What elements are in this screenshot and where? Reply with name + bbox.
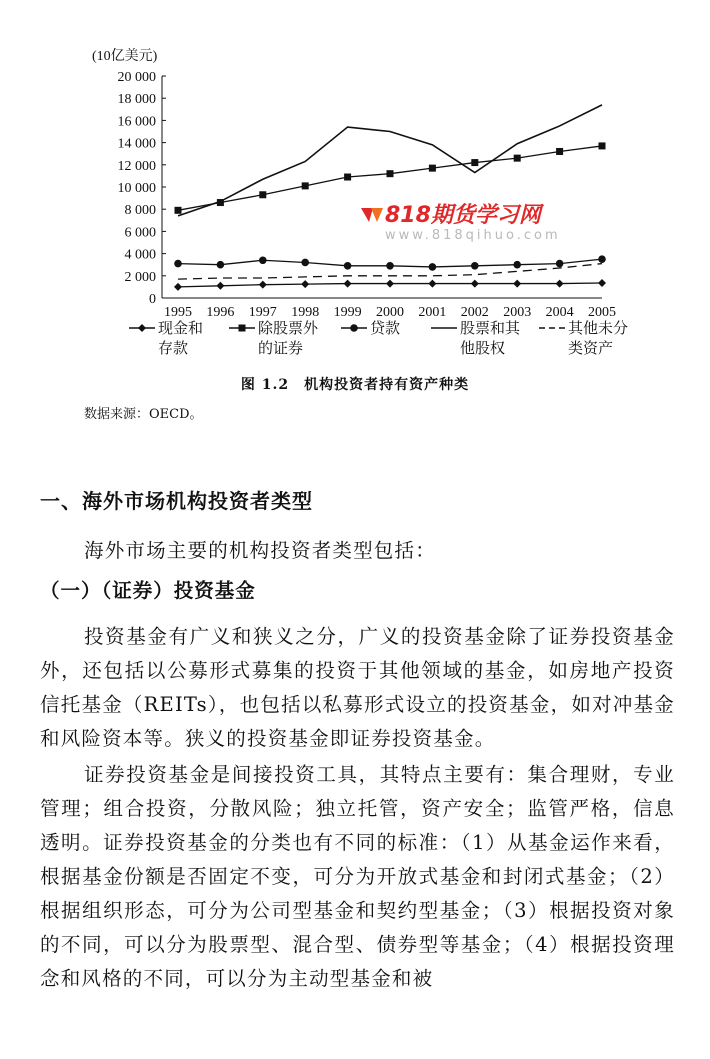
data-point-circle [471, 262, 479, 270]
data-point-circle [556, 260, 564, 268]
legend-item [340, 318, 400, 338]
data-point-circle [429, 263, 437, 271]
data-point-circle [386, 262, 394, 270]
data-point-circle [344, 262, 352, 270]
data-point-diamond [174, 283, 182, 291]
data-point-square [302, 182, 309, 189]
figure-caption: 图 1.2 机构投资者持有资产种类 [240, 377, 470, 393]
intro-paragraph: 海外市场主要的机构投资者类型包括： [84, 539, 436, 562]
data-point-square [599, 142, 606, 149]
data-point-circle [598, 255, 606, 263]
legend-symbol [538, 318, 568, 334]
legend-item [128, 318, 203, 358]
data-point-circle [350, 324, 358, 332]
y-tick-label: 2 000 [124, 269, 156, 285]
data-point-diamond [513, 280, 521, 288]
data-point-diamond [428, 280, 436, 288]
y-tick-label: 0 [149, 292, 156, 307]
legend-symbol [228, 318, 258, 334]
x-tick-label: 2000 [376, 305, 404, 320]
data-point-diamond [386, 280, 394, 288]
y-tick-label: 16 000 [117, 114, 156, 130]
legend-label: 现金和 存款 [158, 319, 204, 357]
data-point-square [387, 170, 394, 177]
data-point-square [514, 155, 521, 162]
y-tick-label: 20 000 [117, 70, 156, 85]
x-tick-label: 2005 [588, 305, 616, 320]
paragraph-2: 证券投资基金是间接投资工具，其特点主要有：集合理财，专业管理；组合投资，分散风险；独立托管，资产安全；监管严格，信息透明。证券投资基金的分类也有不同的标准：（1）从基金运作来看，根据基金份额是否固定不变，可分为开放式基金和封闭式基金；（2）根据组织形态，可分为公司型基金和契约型基金；（3）根据投资对象的不同，可以分为股票型、混合型、债券型等基金；（4）根据投资理念和风格的不同，可以分为主动型基金和被 [40, 763, 675, 990]
y-unit-label: (10亿美元) [92, 49, 158, 64]
data-point-square [175, 207, 182, 214]
figure-source: 数据来源：OECD。 [84, 407, 203, 422]
legend-label: 其他未分 类资产 [568, 319, 629, 357]
y-tick-label: 4 000 [124, 247, 156, 263]
section-heading: 一、海外市场机构投资者类型 [40, 489, 313, 513]
y-tick-label: 6 000 [124, 225, 156, 241]
data-point-diamond [301, 280, 309, 288]
y-tick-label: 10 000 [117, 181, 156, 196]
data-point-diamond [216, 282, 224, 290]
legend-item [228, 318, 318, 358]
legend-symbol [128, 318, 158, 334]
data-point-circle [301, 259, 309, 267]
data-point-diamond [556, 280, 564, 288]
legend-label: 贷款 [370, 319, 401, 337]
watermark-main: 818期货学习网 [385, 203, 541, 228]
data-point-diamond [138, 324, 146, 332]
x-tick-label: 1995 [164, 305, 192, 320]
data-point-square [239, 325, 246, 332]
x-tick-label: 1997 [248, 305, 277, 320]
subsection-heading: （一）（证券）投资基金 [40, 579, 256, 602]
y-tick-label: 8 000 [124, 203, 156, 219]
watermark [355, 196, 561, 256]
data-point-square [344, 174, 351, 181]
data-point-square [429, 165, 436, 172]
data-point-circle [174, 260, 182, 268]
x-tick-label: 2001 [418, 305, 447, 320]
x-tick-label: 1998 [291, 305, 320, 320]
legend-label: 除股票外 的证券 [258, 319, 319, 357]
data-point-circle [259, 256, 267, 264]
legend-label: 股票和其 他股权 [460, 319, 521, 357]
y-tick-label: 14 000 [117, 136, 156, 152]
y-tick-label: 18 000 [117, 92, 156, 108]
legend-symbol [340, 318, 370, 334]
watermark-sub: www.818qihuo.com [385, 228, 561, 243]
x-tick-label: 1999 [333, 305, 362, 320]
data-point-circle [513, 261, 521, 269]
x-tick-label: 2004 [545, 305, 574, 320]
chart-legend [128, 318, 628, 368]
data-point-square [259, 191, 266, 198]
data-point-diamond [259, 281, 267, 289]
legend-item [538, 318, 628, 358]
data-point-circle [217, 261, 225, 269]
x-tick-label: 1996 [206, 305, 235, 320]
data-point-diamond [471, 280, 479, 288]
legend-item [430, 318, 520, 358]
paragraph-1: 投资基金有广义和狭义之分，广义的投资基金除了证券投资基金外，还包括以公募形式募集的投资于其他领域的基金，如房地产投资信托基金（REITs），也包括以私募形式设立的投资基金，如对冲基金和风险资本等。狭义的投资基金即证券投资基金。 [40, 625, 675, 750]
series-0 [174, 279, 606, 291]
data-point-diamond [344, 280, 352, 288]
y-tick-label: 12 000 [117, 158, 156, 174]
x-tick-label: 2003 [503, 305, 532, 320]
watermark-logo-icon [359, 204, 385, 226]
data-point-square [471, 159, 478, 166]
data-point-square [556, 148, 563, 155]
legend-symbol [430, 318, 460, 334]
y-axis-ticks [118, 70, 167, 307]
data-point-diamond [598, 279, 606, 287]
series-2 [174, 255, 606, 270]
x-tick-label: 2002 [460, 305, 489, 320]
